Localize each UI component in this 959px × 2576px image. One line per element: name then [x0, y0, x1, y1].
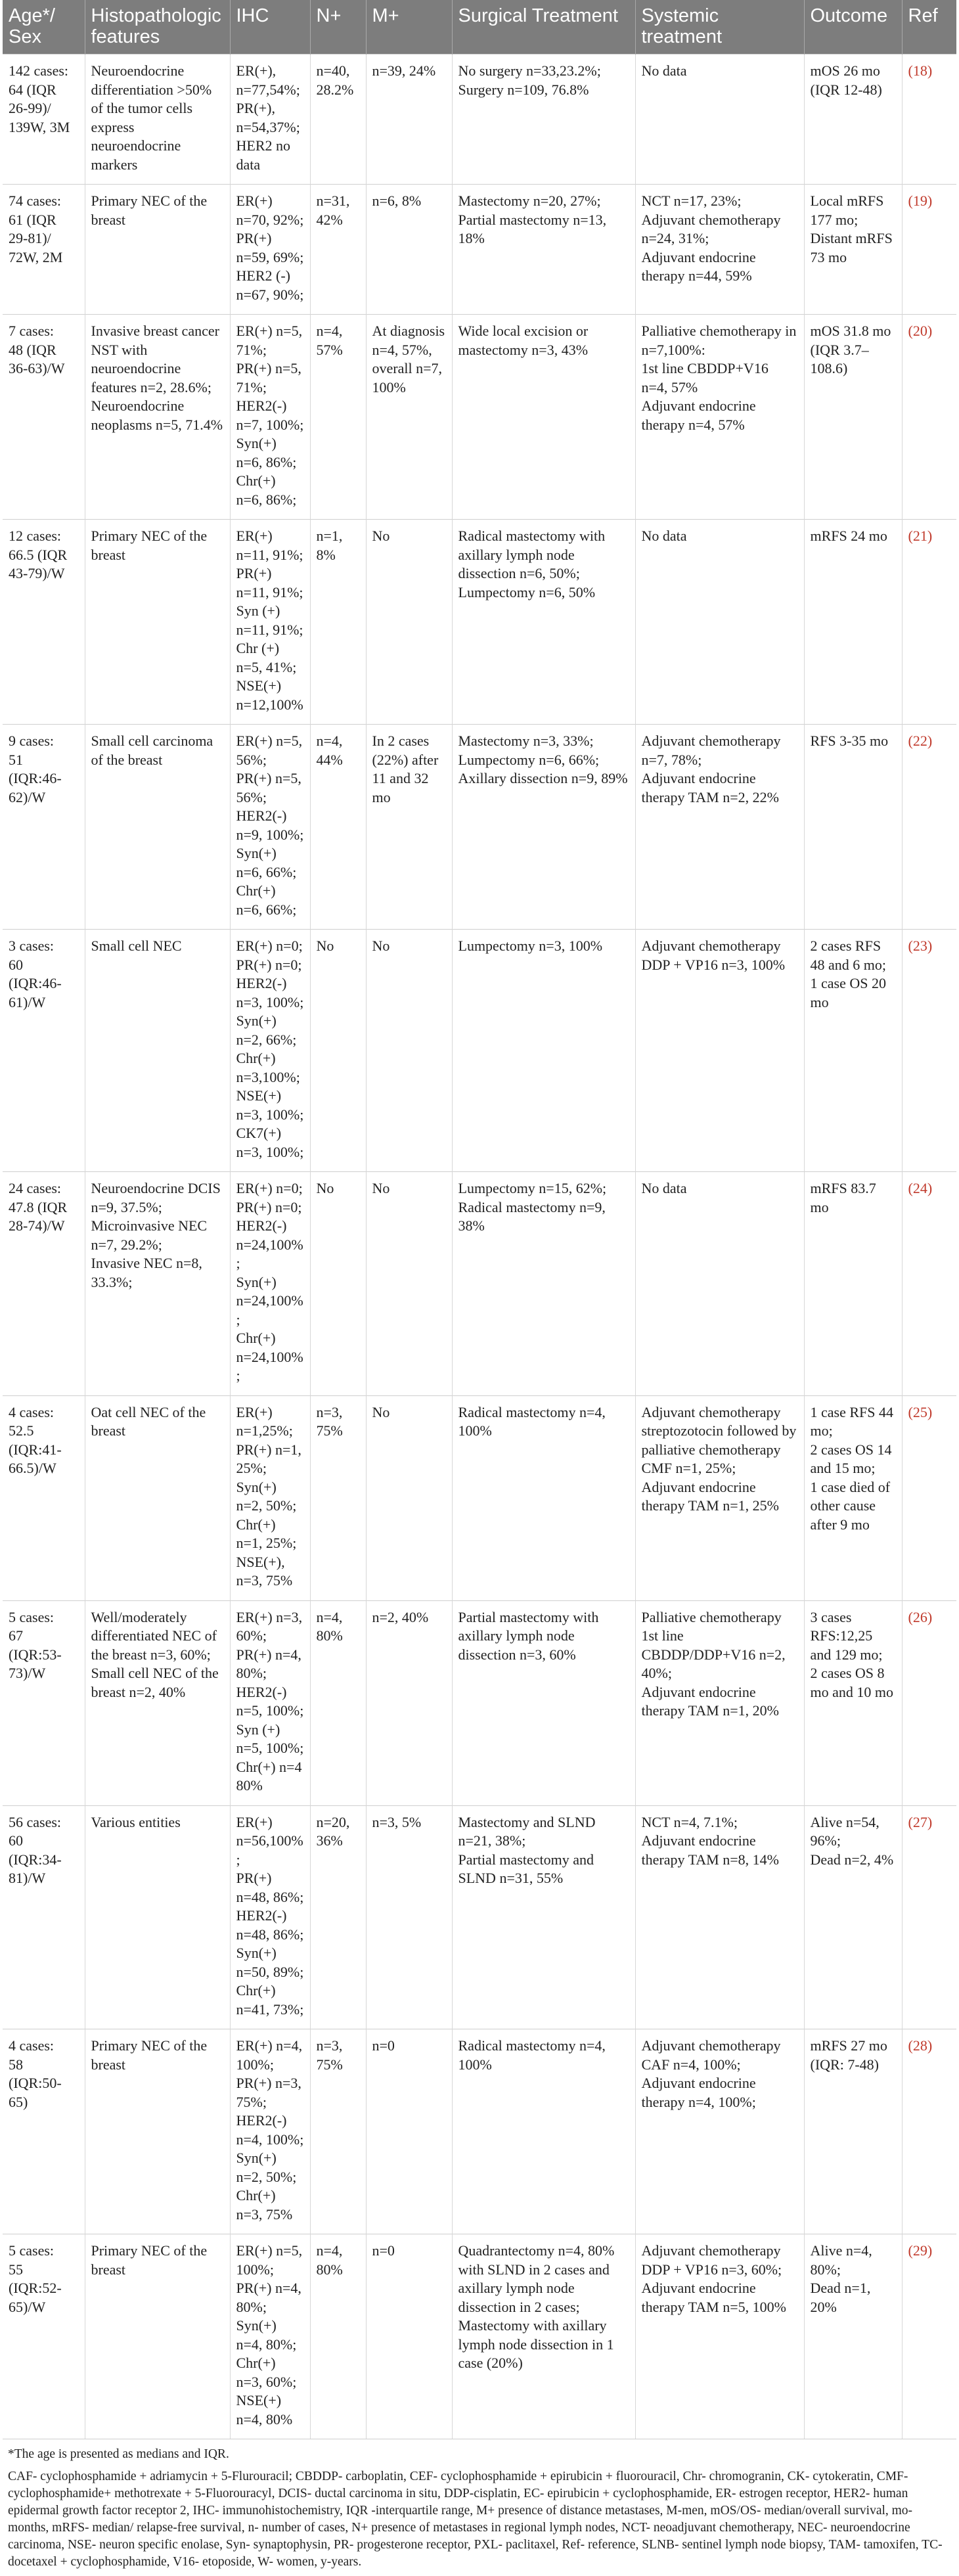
cell-m-plus: n=39, 24% [366, 55, 452, 185]
column-header-age-sex: Age*/ Sex [3, 0, 85, 55]
cell-age-sex: 4 cases: 58 (IQR:50-65) [3, 2029, 85, 2234]
cell-histopathologic-features: Neuroendocrine DCIS n=9, 37.5%; Microinvasive NEC n=7, 29.2%; Invasive NEC n=8, 33.3%; [85, 1172, 230, 1396]
cell-surgical-treatment: Radical mastectomy n=4, 100% [452, 2029, 635, 2234]
cell-age-sex: 3 cases: 60 (IQR:46-61)/W [3, 930, 85, 1172]
cell-histopathologic-features: Neuroendocrine differentiation >50% of the tumor cells express neuroendocrine markers [85, 55, 230, 185]
cell-systemic-treatment: No data [635, 520, 804, 725]
cell-outcome: mRFS 24 mo [804, 520, 902, 725]
cell-n-plus: n=4, 80% [310, 1600, 366, 1805]
cell-m-plus: n=3, 5% [366, 1805, 452, 2029]
cell-histopathologic-features: Small cell NEC [85, 930, 230, 1172]
table-row [3, 1172, 956, 1396]
age-footnote: *The age is presented as medians and IQR. [8, 2447, 229, 2461]
column-header-histopathologic-features: Histopathologic features [85, 0, 230, 55]
cell-surgical-treatment: Radical mastectomy n=4, 100% [452, 1395, 635, 1600]
cell-ref[interactable]: (21) [902, 520, 956, 725]
cell-ihc: ER(+) n=70, 92%; PR(+) n=59, 69%; HER2 (-) n=67, 90%; [230, 185, 310, 315]
cell-n-plus: No [310, 1172, 366, 1396]
cell-n-plus: n=31, 42% [310, 185, 366, 315]
table-row [3, 1600, 956, 1805]
table-row [3, 1395, 956, 1600]
cell-surgical-treatment: Mastectomy and SLND n=21, 38%; Partial mastectomy and SLND n=31, 55% [452, 1805, 635, 2029]
table-row [3, 520, 956, 725]
cell-histopathologic-features: Invasive breast cancer NST with neuroendocrine features n=2, 28.6%; Neuroendocrine neoplasms n=5, 71.4% [85, 315, 230, 520]
cell-ihc: ER(+) n=11, 91%; PR(+) n=11, 91%; Syn (+) n=11, 91%; Chr (+) n=5, 41%; NSE(+) n=12,100% [230, 520, 310, 725]
cell-systemic-treatment: Palliative chemotherapy in n=7,100%: 1st line CBDDP+V16 n=4, 57% Adjuvant endocrine therapy n=4, 57% [635, 315, 804, 520]
table-body [3, 55, 956, 2439]
table-row [3, 725, 956, 930]
cell-systemic-treatment: Adjuvant chemotherapy n=7, 78%; Adjuvant endocrine therapy TAM n=2, 22% [635, 725, 804, 930]
cell-n-plus: n=4, 80% [310, 2234, 366, 2439]
cell-ihc: ER(+) n=1,25%; PR(+) n=1, 25%; Syn(+) n=2, 50%; Chr(+) n=1, 25%; NSE(+), n=3, 75% [230, 1395, 310, 1600]
table-row [3, 185, 956, 315]
cell-outcome: Local mRFS 177 mo; Distant mRFS 73 mo [804, 185, 902, 315]
table-row [3, 930, 956, 1172]
cell-age-sex: 4 cases: 52.5 (IQR:41-66.5)/W [3, 1395, 85, 1600]
cell-outcome: mRFS 27 mo (IQR: 7-48) [804, 2029, 902, 2234]
cell-n-plus: n=4, 44% [310, 725, 366, 930]
cell-histopathologic-features: Primary NEC of the breast [85, 520, 230, 725]
table-footnotes [3, 2439, 956, 2571]
cell-age-sex: 12 cases: 66.5 (IQR 43-79)/W [3, 520, 85, 725]
column-header-m-plus: M+ [366, 0, 452, 55]
table-row [3, 2029, 956, 2234]
cell-ihc: ER(+), n=77,54%; PR(+), n=54,37%; HER2 no data [230, 55, 310, 185]
cell-n-plus: n=40, 28.2% [310, 55, 366, 185]
cell-surgical-treatment: Lumpectomy n=3, 100% [452, 930, 635, 1172]
cell-age-sex: 5 cases: 67 (IQR:53-73)/W [3, 1600, 85, 1805]
cell-systemic-treatment: No data [635, 55, 804, 185]
column-header-n-plus: N+ [310, 0, 366, 55]
cell-age-sex: 56 cases: 60 (IQR:34-81)/W [3, 1805, 85, 2029]
cell-ihc: ER(+) n=5, 100%; PR(+) n=4, 80%; Syn(+) n=4, 80%; Chr(+) n=3, 60%; NSE(+) n=4, 80% [230, 2234, 310, 2439]
cell-ref[interactable]: (27) [902, 1805, 956, 2029]
cell-ihc: ER(+) n=3, 60%; PR(+) n=4, 80%; HER2(-) n=5, 100%; Syn (+) n=5, 100%; Chr(+) n=4 80% [230, 1600, 310, 1805]
cell-systemic-treatment: Adjuvant chemotherapy DDP + VP16 n=3, 60%; Adjuvant endocrine therapy TAM n=5, 100% [635, 2234, 804, 2439]
cell-ref[interactable]: (22) [902, 725, 956, 930]
cell-n-plus: No [310, 930, 366, 1172]
studies-table [3, 0, 956, 2439]
cell-n-plus: n=20, 36% [310, 1805, 366, 2029]
cell-age-sex: 9 cases: 51 (IQR:46-62)/W [3, 725, 85, 930]
cell-outcome: mOS 26 mo (IQR 12-48) [804, 55, 902, 185]
cell-m-plus: No [366, 930, 452, 1172]
cell-systemic-treatment: Adjuvant chemotherapy streptozotocin followed by palliative chemotherapy CMF n=1, 25%; Adjuvant endocrine therapy TAM n=1, 25% [635, 1395, 804, 1600]
table-row [3, 315, 956, 520]
cell-ref[interactable]: (24) [902, 1172, 956, 1396]
column-header-outcome: Outcome [804, 0, 902, 55]
cell-outcome: mRFS 83.7 mo [804, 1172, 902, 1396]
cell-histopathologic-features: Primary NEC of the breast [85, 2234, 230, 2439]
cell-ihc: ER(+) n=0; PR(+) n=0; HER2(-) n=3, 100%; Syn(+) n=2, 66%; Chr(+) n=3,100%; NSE(+) n=3, 100%; CK7(+) n=3, 100%; [230, 930, 310, 1172]
cell-ihc: ER(+) n=5, 71%; PR(+) n=5, 71%; HER2(-) n=7, 100%; Syn(+) n=6, 86%; Chr(+) n=6, 86%; [230, 315, 310, 520]
table-header [3, 0, 956, 55]
cell-ihc: ER(+) n=56,100%; PR(+) n=48, 86%; HER2(-) n=48, 86%; Syn(+) n=50, 89%; Chr(+) n=41, 73%; [230, 1805, 310, 2029]
cell-age-sex: 24 cases: 47.8 (IQR 28-74)/W [3, 1172, 85, 1396]
cell-surgical-treatment: Radical mastectomy with axillary lymph node dissection n=6, 50%; Lumpectomy n=6, 50% [452, 520, 635, 725]
cell-n-plus: n=4, 57% [310, 315, 366, 520]
cell-ref[interactable]: (25) [902, 1395, 956, 1600]
cell-surgical-treatment: Partial mastectomy with axillary lymph node dissection n=3, 60% [452, 1600, 635, 1805]
cell-m-plus: In 2 cases (22%) after 11 and 32 mo [366, 725, 452, 930]
cell-surgical-treatment: Quadrantectomy n=4, 80% with SLND in 2 cases and axillary lymph node dissection in 2 cases; Mastectomy with axillary lymph node dissection in 1 case (20%) [452, 2234, 635, 2439]
cell-histopathologic-features: Well/moderately differentiated NEC of the breast n=3, 60%; Small cell NEC of the breast n=2, 40% [85, 1600, 230, 1805]
cell-systemic-treatment: Adjuvant chemotherapy CAF n=4, 100%; Adjuvant endocrine therapy n=4, 100%; [635, 2029, 804, 2234]
table-row [3, 2234, 956, 2439]
cell-age-sex: 7 cases: 48 (IQR 36-63)/W [3, 315, 85, 520]
table-row [3, 55, 956, 185]
cell-age-sex: 74 cases: 61 (IQR 29-81)/ 72W, 2M [3, 185, 85, 315]
cell-surgical-treatment: No surgery n=33,23.2%; Surgery n=109, 76.8% [452, 55, 635, 185]
cell-outcome: Alive n=54, 96%; Dead n=2, 4% [804, 1805, 902, 2029]
cell-n-plus: n=3, 75% [310, 2029, 366, 2234]
cell-outcome: 3 cases RFS:12,25 and 129 mo; 2 cases OS 8 mo and 10 mo [804, 1600, 902, 1805]
cell-ref[interactable]: (18) [902, 55, 956, 185]
cell-m-plus: n=2, 40% [366, 1600, 452, 1805]
cell-histopathologic-features: Oat cell NEC of the breast [85, 1395, 230, 1600]
cell-ref[interactable]: (19) [902, 185, 956, 315]
header-row [3, 0, 956, 55]
cell-m-plus: n=0 [366, 2029, 452, 2234]
cell-ihc: ER(+) n=0; PR(+) n=0; HER2(-) n=24,100%; Syn(+) n=24,100%; Chr(+) n=24,100%; [230, 1172, 310, 1396]
column-header-surgical-treatment: Surgical Treatment [452, 0, 635, 55]
cell-n-plus: n=3, 75% [310, 1395, 366, 1600]
cell-surgical-treatment: Mastectomy n=20, 27%; Partial mastectomy n=13, 18% [452, 185, 635, 315]
cell-m-plus: No [366, 1395, 452, 1600]
cell-ihc: ER(+) n=4, 100%; PR(+) n=3, 75%; HER2(-) n=4, 100%; Syn(+) n=2, 50%; Chr(+) n=3, 75% [230, 2029, 310, 2234]
cell-histopathologic-features: Primary NEC of the breast [85, 185, 230, 315]
cell-histopathologic-features: Primary NEC of the breast [85, 2029, 230, 2234]
cell-ref[interactable]: (26) [902, 1600, 956, 1805]
cell-surgical-treatment: Mastectomy n=3, 33%; Lumpectomy n=6, 66%; Axillary dissection n=9, 89% [452, 725, 635, 930]
cell-outcome: 2 cases RFS 48 and 6 mo; 1 case OS 20 mo [804, 930, 902, 1172]
cell-outcome: RFS 3-35 mo [804, 725, 902, 930]
cell-systemic-treatment: Palliative chemotherapy 1st line CBDDP/DDP+V16 n=2, 40%; Adjuvant endocrine therapy TAM n=1, 20% [635, 1600, 804, 1805]
cell-age-sex: 5 cases: 55 (IQR:52-65)/W [3, 2234, 85, 2439]
column-header-ref: Ref [902, 0, 956, 55]
cell-histopathologic-features: Various entities [85, 1805, 230, 2029]
cell-ref[interactable]: (20) [902, 315, 956, 520]
abbreviations-footnote: CAF- cyclophosphamide + adriamycin + 5-Flurouracil; CBDDP- carboplatin, CEF- cyclophosphamide + epirubicin + fluorouracil, Chr- chromogranin, CK- cytokeratin, CMF- cyclophosphamide+ methotrexate + 5-Fluorouracyl, DCIS- ductal carcinoma in situ, DDP-cisplatin, EC- epirubicin + cyclophosphamide, ER- estrogen receptor, HER2- human epidermal growth factor receptor 2, IHC- immunohistochemistry, IQR -interquartile range, M+ presence of distance metastases, M-men, mOS/OS- median/overall survival, mo-months, mRFS- median/ relapse-free survival, n- number of cases, N+ presence of metastases in regional lymph nodes, NCT- neoadjuvant chemotherapy, NEC- neuroendocrine carcinoma, NSE- neuron specific enolase, Syn- synaptophysin, PR- progesterone receptor, PXL- paclitaxel, Ref- reference, SLNB- sentinel lymph node biopsy, TAM- tamoxifen, TC- docetaxel + cyclophosphamide, V16- etoposide, W- women, y-years. [8, 2470, 943, 2569]
cell-n-plus: n=1, 8% [310, 520, 366, 725]
cell-age-sex: 142 cases: 64 (IQR 26-99)/ 139W, 3M [3, 55, 85, 185]
cell-systemic-treatment: NCT n=4, 7.1%; Adjuvant endocrine therapy TAM n=8, 14% [635, 1805, 804, 2029]
cell-m-plus: No [366, 520, 452, 725]
cell-m-plus: No [366, 1172, 452, 1396]
cell-histopathologic-features: Small cell carcinoma of the breast [85, 725, 230, 930]
cell-m-plus: At diagnosis n=4, 57%, overall n=7, 100% [366, 315, 452, 520]
cell-systemic-treatment: Adjuvant chemotherapy DDP + VP16 n=3, 100% [635, 930, 804, 1172]
cell-outcome: mOS 31.8 mo (IQR 3.7–108.6) [804, 315, 902, 520]
column-header-systemic-treatment: Systemic treatment [635, 0, 804, 55]
cell-ref[interactable]: (23) [902, 930, 956, 1172]
cell-ref[interactable]: (28) [902, 2029, 956, 2234]
cell-ihc: ER(+) n=5, 56%; PR(+) n=5, 56%; HER2(-) n=9, 100%; Syn(+) n=6, 66%; Chr(+) n=6, 66%; [230, 725, 310, 930]
cell-ref[interactable]: (29) [902, 2234, 956, 2439]
cell-surgical-treatment: Wide local excision or mastectomy n=3, 43% [452, 315, 635, 520]
cell-m-plus: n=6, 8% [366, 185, 452, 315]
cell-surgical-treatment: Lumpectomy n=15, 62%; Radical mastectomy n=9, 38% [452, 1172, 635, 1396]
cell-systemic-treatment: No data [635, 1172, 804, 1396]
column-header-ihc: IHC [230, 0, 310, 55]
table-row [3, 1805, 956, 2029]
cell-outcome: Alive n=4, 80%; Dead n=1, 20% [804, 2234, 902, 2439]
cell-m-plus: n=0 [366, 2234, 452, 2439]
cell-systemic-treatment: NCT n=17, 23%; Adjuvant chemotherapy n=24, 31%; Adjuvant endocrine therapy n=44, 59% [635, 185, 804, 315]
cell-outcome: 1 case RFS 44 mo; 2 cases OS 14 and 15 mo; 1 case died of other cause after 9 mo [804, 1395, 902, 1600]
